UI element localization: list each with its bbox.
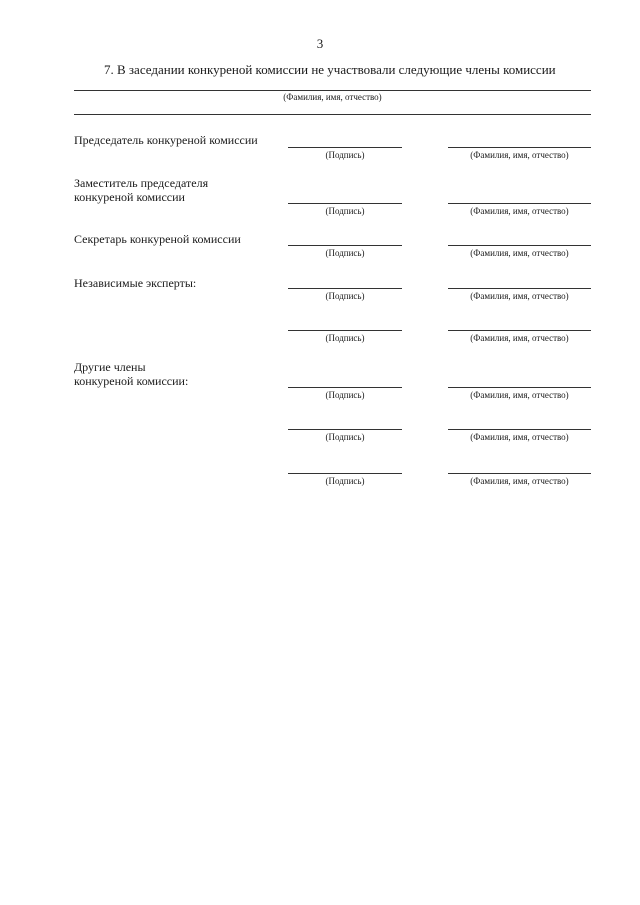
absent-members-line-2 bbox=[74, 114, 591, 115]
name-line bbox=[448, 288, 591, 289]
role-deputy-line2: конкуреной комиссии bbox=[74, 190, 185, 204]
signature-caption: (Подпись) bbox=[325, 333, 365, 343]
absent-members-line bbox=[74, 90, 591, 91]
name-line bbox=[448, 147, 591, 148]
name-line bbox=[448, 429, 591, 430]
absent-members-caption: (Фамилия, имя, отчество) bbox=[283, 92, 382, 102]
name-caption: (Фамилия, имя, отчество) bbox=[470, 150, 569, 160]
page-number: 3 bbox=[316, 36, 324, 51]
name-line bbox=[448, 203, 591, 204]
name-caption: (Фамилия, имя, отчество) bbox=[470, 206, 569, 216]
signature-line bbox=[288, 429, 402, 430]
signature-line bbox=[288, 473, 402, 474]
signature-caption: (Подпись) bbox=[325, 150, 365, 160]
role-others-line2: конкуреной комиссии: bbox=[74, 374, 189, 388]
name-caption: (Фамилия, имя, отчество) bbox=[470, 333, 569, 343]
signature-caption: (Подпись) bbox=[325, 206, 365, 216]
role-experts: Независимые эксперты: bbox=[74, 276, 197, 290]
signature-line bbox=[288, 288, 402, 289]
signature-line bbox=[288, 245, 402, 246]
role-secretary: Секретарь конкуреной комиссии bbox=[74, 232, 241, 246]
signature-caption: (Подпись) bbox=[325, 390, 365, 400]
signature-line bbox=[288, 203, 402, 204]
name-caption: (Фамилия, имя, отчество) bbox=[470, 248, 569, 258]
name-caption: (Фамилия, имя, отчество) bbox=[470, 476, 569, 486]
role-chairman: Председатель конкуреной комиссии bbox=[74, 133, 258, 147]
signature-caption: (Подпись) bbox=[325, 476, 365, 486]
role-others-line1: Другие члены bbox=[74, 360, 146, 374]
name-caption: (Фамилия, имя, отчество) bbox=[470, 432, 569, 442]
signature-line bbox=[288, 330, 402, 331]
signature-line bbox=[288, 147, 402, 148]
role-deputy-line1: Заместитель председателя bbox=[74, 176, 209, 190]
name-line bbox=[448, 245, 591, 246]
signature-caption: (Подпись) bbox=[325, 432, 365, 442]
signature-line bbox=[288, 387, 402, 388]
name-line bbox=[448, 387, 591, 388]
section-heading: 7. В заседании конкуреной комиссии не участвовали следующие члены комиссии bbox=[104, 62, 556, 77]
name-line bbox=[448, 473, 591, 474]
name-line bbox=[448, 330, 591, 331]
signature-caption: (Подпись) bbox=[325, 291, 365, 301]
signature-caption: (Подпись) bbox=[325, 248, 365, 258]
name-caption: (Фамилия, имя, отчество) bbox=[470, 291, 569, 301]
name-caption: (Фамилия, имя, отчество) bbox=[470, 390, 569, 400]
